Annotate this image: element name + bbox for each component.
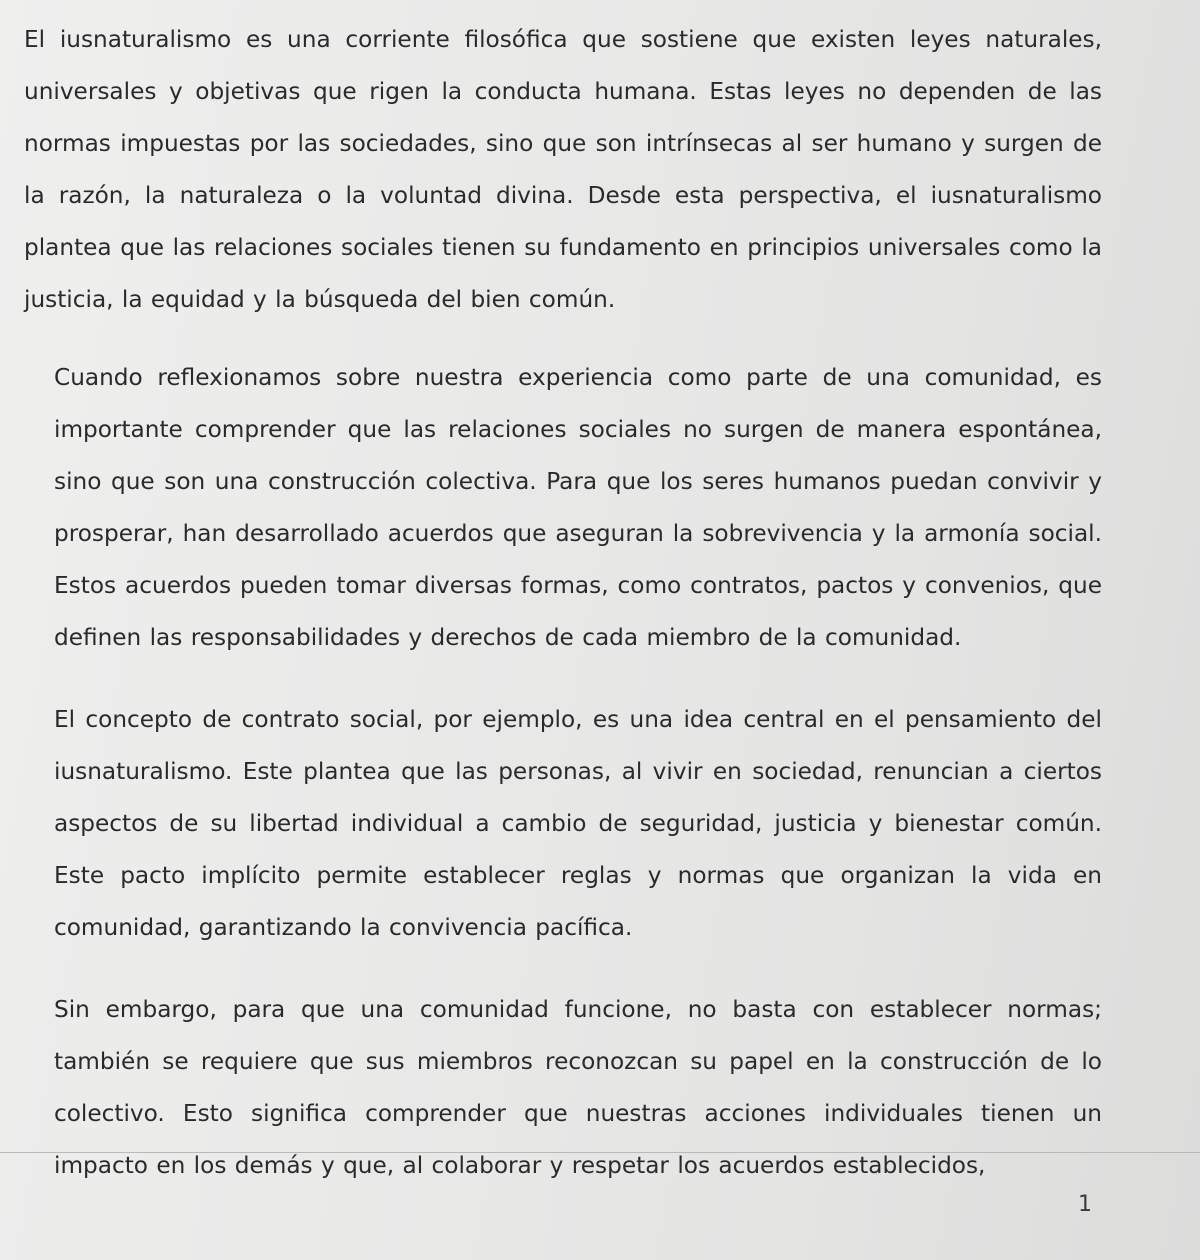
paragraph-3: El concepto de contrato social, por ejemplo, es una idea central en el pensamiento del iusnaturalismo. Este plantea que las personas, al vivir en sociedad, renuncian a ciertos aspectos de su libertad individual a cambio de seguridad, justicia y bienestar común. Este pacto implícito permite establecer reglas y normas que organizan la vida en comunidad, garantizando la convivencia pacífica. xyxy=(54,706,1102,941)
fold-line xyxy=(0,1152,1200,1153)
paragraph-4: Sin embargo, para que una comunidad funcione, no basta con establecer normas; también se requiere que sus miembros reconozcan su papel en la construcción de lo colectivo. Esto significa comprender que nuestras acciones individuales tienen un impacto en los demás y que, al colaborar y respetar los acuerdos establecidos, xyxy=(54,996,1102,1179)
paragraph-1: El iusnaturalismo es una corriente filosófica que sostiene que existen leyes naturales, universales y objetivas que rigen la conducta humana. Estas leyes no dependen de las normas impuestas por las sociedades, sino que son intrínsecas al ser humano y surgen de la razón, la naturaleza o la voluntad divina. Desde esta perspectiva, el iusnaturalismo plantea que las relaciones sociales tienen su fundamento en principios universales como la justicia, la equidad y la búsqueda del bien común. xyxy=(24,26,1102,313)
document-body xyxy=(24,14,1102,1192)
paragraph-2: Cuando reflexionamos sobre nuestra experiencia como parte de una comunidad, es importante comprender que las relaciones sociales no surgen de manera espontánea, sino que son una construcción colectiva. Para que los seres humanos puedan convivir y prosperar, han desarrollado acuerdos que aseguran la sobrevivencia y la armonía social. Estos acuerdos pueden tomar diversas formas, como contratos, pactos y convenios, que definen las responsabilidades y derechos de cada miembro de la comunidad. xyxy=(54,364,1102,651)
page-number: 1 xyxy=(1078,1192,1092,1217)
